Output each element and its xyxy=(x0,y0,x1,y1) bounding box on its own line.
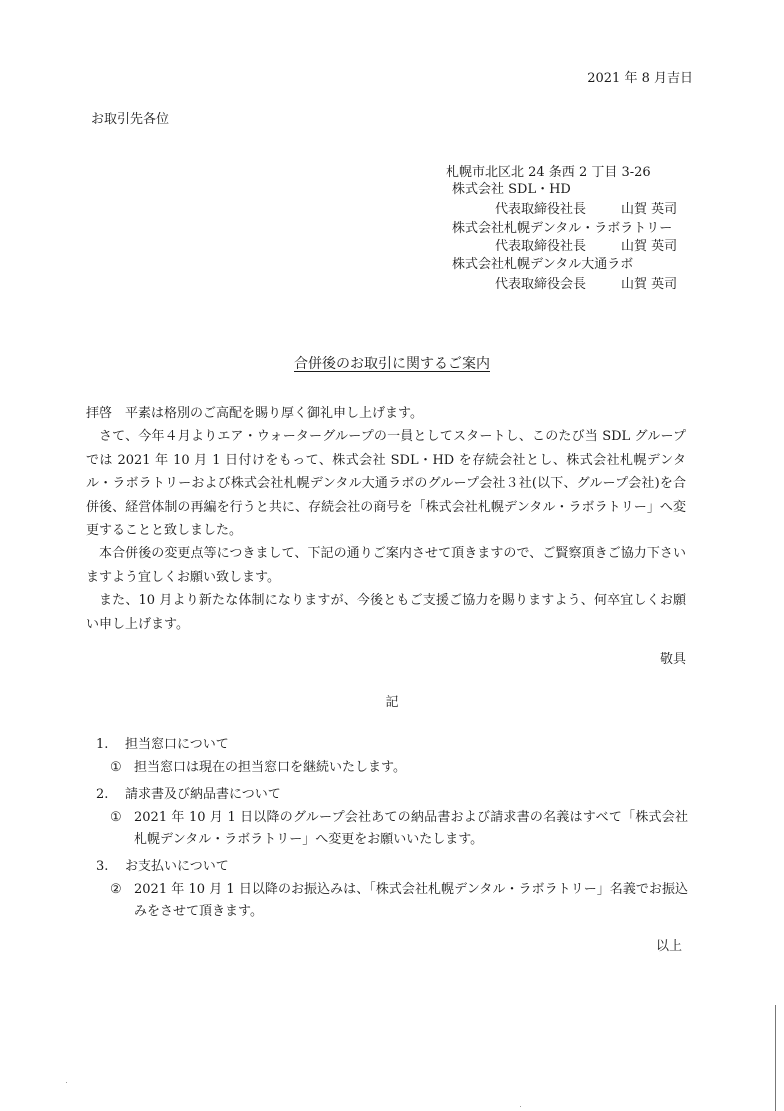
item-detail-mark: ① xyxy=(110,760,122,775)
item-detail-text: 2021 年 10 月 1 日以降のお振込みは、「株式会社札幌デンタル・ラボラトリー」名義でお振込みをさせて頂きます。 xyxy=(134,882,688,919)
item-detail-mark: ② xyxy=(110,882,122,897)
sender-company-name: 株式会社札幌デンタル・ラボラトリー xyxy=(452,221,673,236)
item-detail-text: 2021 年 10 月 1 日以降のグループ会社あての納品書および請求書の名義はすべて「株式会社札幌デンタル・ラボラトリー」へ変更をお願いいたします。 xyxy=(134,810,688,847)
recipient-line: お取引先各位 xyxy=(91,112,170,127)
sender-company-name: 株式会社 SDL・HD xyxy=(452,182,571,197)
item-detail-text: 担当窓口は現在の担当窓口を継続いたします。 xyxy=(134,760,406,775)
sender-person: 山賀 英司 xyxy=(621,202,678,217)
sender-person: 山賀 英司 xyxy=(621,239,678,254)
sender-person: 山賀 英司 xyxy=(621,277,678,292)
item-heading: 担当窓口について xyxy=(125,737,229,752)
greeting-paragraph: 拝啓 平素は格別のご高配を賜り厚く御礼申し上げます。 xyxy=(86,406,423,421)
closing-ijo: 以上 xyxy=(655,939,682,954)
letter-date: 2021 年 8 月吉日 xyxy=(587,71,693,86)
item-detail xyxy=(110,807,688,851)
item-heading: 請求書及び納品書について xyxy=(125,787,281,802)
sender-company-name: 株式会社札幌デンタル大通ラボ xyxy=(452,257,634,272)
ki-heading: 記 xyxy=(385,695,399,710)
body-paragraph: また、10 月より新たな体制になりますが、今後ともご支援ご協力を賜りますよう、何卒宜しくお願い申し上げます。 xyxy=(86,593,686,632)
item-detail xyxy=(110,879,688,923)
letter-body xyxy=(86,402,686,636)
scan-edge-line xyxy=(775,1005,776,1111)
document-title: 合併後のお取引に関するご案内 xyxy=(294,356,490,372)
item-number: 1. xyxy=(96,737,109,752)
closing-word: 敬具 xyxy=(659,652,686,667)
item-number: 3. xyxy=(96,859,109,874)
sender-address: 札幌市北区北 24 条西 2 丁目 3-26 xyxy=(446,165,651,180)
body-paragraph: さて、今年４月よりエア・ウォーターグループの一員としてスタートし、このたび当 SDL グループでは 2021 年 10 月 1 日付けをもって、株式会社 SDL・HD を存続会社とし、株式会社札幌デンタル・ラボラトリーおよび株式会社札幌デンタル大通ラボのグループ会社３社(以下、グループ会社)を合併後、経営体制の再編を行うと共に、存続会社の商号を「株式会社札幌デンタル・ラボラトリー」へ変更することと致しました。 xyxy=(86,429,686,539)
item-detail-mark: ① xyxy=(110,810,122,825)
body-paragraph: 本合併後の変更点等につきまして、下記の通りご案内させて頂きますので、ご賢察頂きご協力下さいますよう宜しくお願い致します。 xyxy=(86,546,686,585)
item-detail xyxy=(110,757,688,779)
scan-speck xyxy=(66,1082,67,1083)
sender-title: 代表取締役会長 xyxy=(495,277,587,292)
sender-title: 代表取締役社長 xyxy=(495,202,587,217)
item-heading: お支払いについて xyxy=(125,859,229,874)
sender-title: 代表取締役社長 xyxy=(495,239,587,254)
scan-speck xyxy=(520,1106,521,1107)
item-number: 2. xyxy=(96,787,109,802)
